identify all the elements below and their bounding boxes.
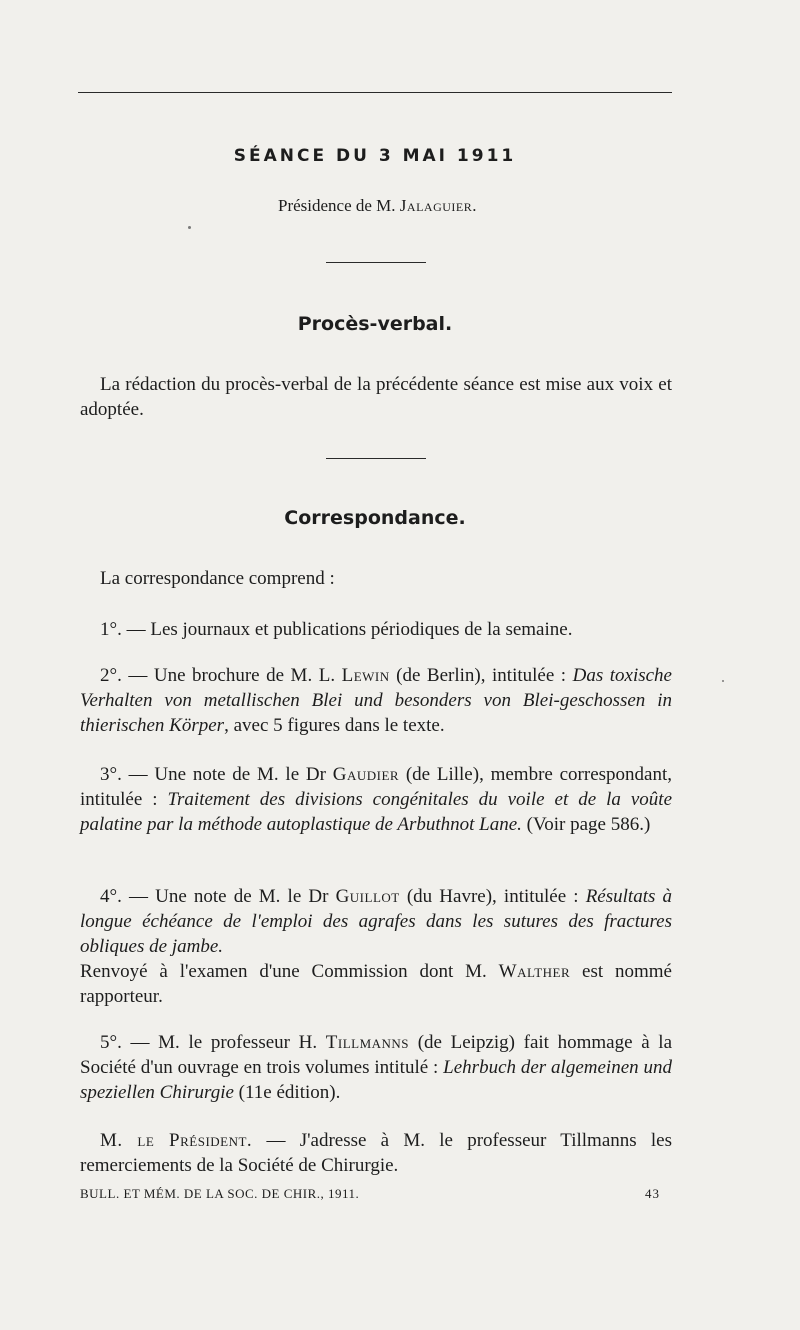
item-2 (80, 663, 672, 738)
paper-speck (188, 226, 191, 229)
item-2-prefix: 2°. — Une brochure de M. L. (100, 665, 342, 686)
top-rule (78, 92, 672, 93)
item-4-prefix: 4°. — Une note de M. le Dr (100, 886, 336, 907)
item-4-middle: (du Havre), intitulée : (399, 886, 586, 907)
item-2-middle: (de Berlin), intitulée : (389, 665, 573, 686)
item-5-middle: (de Leipzig) fait hommage à la Société d'un ouvrage en trois volumes intitulé : (80, 1032, 672, 1078)
item-4-author: Guillot (335, 886, 400, 907)
item-5-suffix: (11e édition). (233, 1082, 341, 1103)
president-text: — J'adresse à M. le professeur Tillmanns les remerciements de la Société de Chirurgie. (80, 1130, 672, 1176)
paper-speck (722, 680, 724, 682)
item-3-title: Traitement des divisions congénitales du voile et de la voûte palatine par la méthode autoplastique de Arbuthnot Lane. (80, 789, 673, 835)
page-footer (80, 1186, 672, 1202)
item-5-prefix: 5°. — M. le professeur H. (100, 1032, 326, 1053)
footer-citation: BULL. ET MÉM. DE LA SOC. DE CHIR., 1911. (80, 1186, 360, 1201)
presidence-line (0, 196, 755, 216)
presidence-prefix: Présidence de M. (277, 196, 400, 215)
item-2-author: Lewin (341, 665, 390, 686)
item-1: 1°. — Les journaux et publications périodiques de la semaine. (100, 619, 573, 640)
item-4-renvoi-prefix: Renvoyé à l'examen d'une Commission dont M. (80, 961, 499, 982)
president-reply (80, 1128, 672, 1178)
item-5 (80, 1030, 672, 1105)
item-3 (80, 762, 672, 837)
item-5-title: Lehrbuch der algemeinen und speziellen Chirurgie (80, 1057, 672, 1103)
item-3-author: Gaudier (332, 764, 400, 785)
president-name: Jalaguier. (399, 196, 477, 215)
president-label: M. le Président. (100, 1130, 253, 1151)
item-3-middle: (de Lille), membre correspondant, intitulée : (80, 764, 672, 810)
proces-verbal-heading: Procès-verbal. (297, 313, 453, 335)
item-3-prefix: 3°. — Une note de M. le Dr (100, 764, 333, 785)
item-4-title: Résultats à longue échéance de l'emploi des agrafes dans les sutures des fractures obliques de jambe. (80, 886, 672, 957)
section-rule-1 (326, 262, 426, 263)
item-3-suffix: (Voir page 586.) (521, 814, 651, 835)
item-4-renvoi-name: Walther (498, 961, 571, 982)
session-title: SÉANCE DU 3 MAI 1911 (233, 146, 517, 166)
item-4-renvoi-suffix: est nommé rapporteur. (80, 961, 672, 1007)
correspondance-intro: La correspondance comprend : (100, 568, 335, 589)
item-5-author: Tillmanns (325, 1032, 410, 1053)
proces-verbal-text: La rédaction du procès-verbal de la précédente séance est mise aux voix et adoptée. (80, 374, 672, 420)
page-number: 43 (645, 1186, 660, 1201)
item-4 (80, 884, 672, 1009)
section-rule-2 (326, 458, 426, 459)
correspondance-heading: Correspondance. (284, 507, 466, 529)
item-2-suffix: , avec 5 figures dans le texte. (224, 715, 445, 736)
item-2-title: Das toxische Verhalten von metallischen Blei und besonders von Blei-geschossen in thierischen Körper (80, 665, 672, 736)
